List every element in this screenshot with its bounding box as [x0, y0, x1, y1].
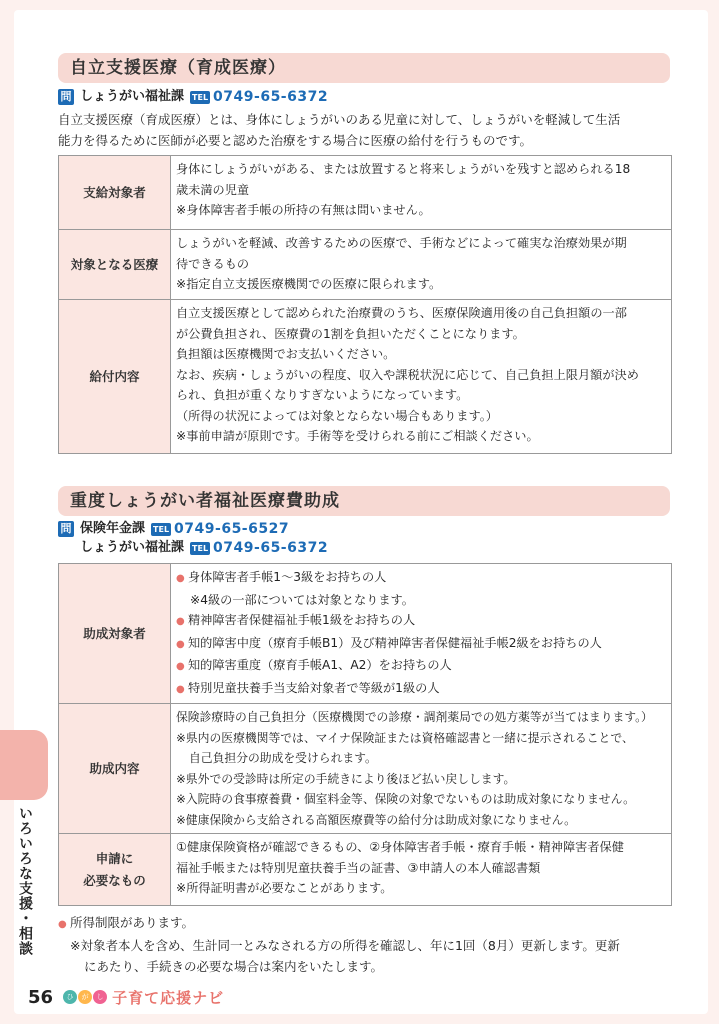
page-number: 56 — [28, 986, 54, 1008]
row-line — [176, 655, 665, 678]
row-body — [171, 300, 672, 454]
row-text: 精神障害者保健福祉手帳1級をお持ちの人 — [188, 613, 416, 627]
row-line: ※所得証明書が必要なことがあります。 — [176, 881, 393, 895]
row-line: ※事前申請が原則です。手術等を受けられる前にご相談ください。 — [176, 429, 539, 443]
row-body — [171, 704, 672, 834]
row-head: 支給対象者 — [59, 156, 171, 230]
contact-dept: しょうがい福祉課 — [80, 89, 185, 104]
row-line: られ、負担が重くなりすぎないようになっています。 — [176, 388, 469, 402]
row-head: 対象となる医療 — [59, 230, 171, 300]
bullet-icon: ● — [176, 661, 185, 672]
note-line — [58, 912, 678, 935]
contact-dept: 保険年金課 — [80, 521, 146, 536]
inquiry-icon: 問 — [58, 89, 74, 105]
tel-icon: TEL — [153, 524, 170, 534]
row-line — [176, 567, 665, 590]
bullet-icon: ● — [58, 919, 67, 930]
row-head-line: 申請に — [95, 850, 134, 866]
row-body — [171, 156, 672, 230]
row-head: 給付内容 — [59, 300, 171, 454]
row-line: 待できるもの — [176, 256, 250, 271]
row-line: ①健康保険資格が確認できるもの、②身体障害者手帳・療育手帳・精神障害者保健 — [176, 840, 624, 854]
bullet-icon: ● — [176, 638, 185, 650]
table-row — [59, 704, 672, 834]
row-body — [171, 564, 672, 704]
logo-dot: し — [93, 990, 107, 1004]
contact-tel[interactable]: 0749-65-6372 — [213, 89, 329, 105]
row-line — [176, 678, 665, 701]
section2-table — [58, 563, 672, 906]
logo-dot: が — [78, 990, 92, 1004]
side-tab-label: いろいろな支援・相談 — [17, 806, 33, 956]
row-line: ※県内の医療機関等では、マイナ保険証または資格確認書と一緒に提示されることで、 — [176, 730, 634, 745]
row-line: ※身体障害者手帳の所持の有無は問いません。 — [176, 203, 431, 217]
row-head: 助成内容 — [59, 704, 171, 834]
logo-dot: ひ — [63, 990, 77, 1004]
note-line: ※対象者本人を含め、生計同一とみなされる方の所得を確認し、年に1回（8月）更新します。更新 — [70, 938, 620, 953]
bullet-icon: ● — [176, 573, 185, 584]
row-line — [176, 590, 665, 611]
row-line: ※健康保険から支給される高額医療費等の給付分は助成対象になりません。 — [176, 812, 576, 827]
side-tab — [0, 730, 48, 800]
row-text: 知的障害中度（療育手帳B1）及び精神障害者保健福祉手帳2級をお持ちの人 — [188, 635, 602, 650]
contact-tel[interactable]: 0749-65-6372 — [213, 540, 329, 556]
row-line: 自立支援医療として認められた治療費のうち、医療保険適用後の自己負担額の一部 — [176, 306, 627, 320]
row-body — [171, 230, 672, 300]
brand-logo-dots — [63, 990, 108, 1004]
inquiry-icon: 問 — [58, 521, 74, 537]
table-row — [59, 156, 672, 230]
row-head-line: 必要なもの — [83, 872, 146, 888]
row-line: ※入院時の食事療養費・個室料金等、保険の対象でないものは助成対象になりません。 — [176, 792, 635, 806]
table-row — [59, 300, 672, 454]
description-line: 能力を得るために医師が必要と認めた治療をする場合に医療の給付を行うものです。 — [58, 133, 533, 148]
section2-notes — [58, 912, 678, 977]
row-line: 負担額は医療機関でお支払いください。 — [176, 347, 396, 361]
table-row — [59, 230, 672, 300]
section1-table — [58, 155, 672, 454]
table-row — [59, 834, 672, 906]
bullet-icon: ● — [176, 683, 185, 695]
row-head: 助成対象者 — [59, 564, 171, 704]
section1-contact — [58, 88, 328, 106]
contact-dept: しょうがい福祉課 — [80, 540, 185, 555]
row-line: が公費負担され、医療費の1割を負担いただくことになります。 — [176, 326, 525, 341]
row-line — [176, 610, 665, 633]
row-text: 身体障害者手帳1～3級をお持ちの人 — [188, 570, 387, 584]
tel-icon: TEL — [192, 92, 209, 102]
tel-icon: TEL — [192, 543, 209, 553]
description-line: 自立支援医療（育成医療）とは、身体にしょうがいのある児童に対して、しょうがいを軽減して生活 — [58, 112, 621, 127]
section1-description — [58, 109, 672, 151]
row-line: ※県外での受診時は所定の手続きにより後ほど払い戻しします。 — [176, 771, 516, 786]
table-row — [59, 564, 672, 704]
note-text: 所得制限があります。 — [70, 915, 195, 930]
row-text: 知的障害重度（療育手帳A1、A2）をお持ちの人 — [188, 658, 452, 672]
row-head — [59, 834, 171, 906]
row-body — [171, 834, 672, 906]
row-line: ※指定自立支援医療機関での医療に限られます。 — [176, 277, 442, 291]
footer — [28, 985, 224, 1009]
note-line: にあたり、手続きの必要な場合は案内をいたします。 — [84, 959, 384, 974]
section1-title: 自立支援医療（育成医療） — [58, 53, 670, 83]
row-line: 福祉手帳または特別児童扶養手当の証書、③申請人の本人確認書類 — [176, 860, 541, 875]
brand-name: 子育て応援ナビ — [112, 988, 225, 1007]
section2-title: 重度しょうがい者福祉医療費助成 — [58, 486, 670, 516]
contact-tel[interactable]: 0749-65-6527 — [174, 521, 290, 537]
row-line: なお、疾病・しょうがいの程度、収入や課税状況に応じて、自己負担上限月額が決め — [176, 367, 639, 382]
row-line: 自己負担分の助成を受けられます。 — [189, 751, 377, 765]
row-text: ※4級の一部については対象となります。 — [190, 592, 414, 607]
row-text: 特別児童扶養手当支給対象者で等級が1級の人 — [188, 680, 440, 695]
row-line: 身体にしょうがいがある、または放置すると将来しょうがいを残すと認められる18 — [176, 162, 631, 176]
bullet-icon: ● — [176, 616, 185, 627]
section2-contact — [80, 539, 328, 557]
section2-contact — [58, 520, 289, 538]
row-line: （所得の状況によっては対象とならない場合もあります。） — [176, 408, 498, 423]
row-line — [176, 633, 665, 656]
row-line: 歳未満の児童 — [176, 182, 250, 197]
row-line: 保険診療時の自己負担分（医療機関での診療・調剤薬局での処方薬等が当てはまります。） — [176, 710, 653, 724]
row-line: しょうがいを軽減、改善するための医療で、手術などによって確実な治療効果が期 — [176, 236, 627, 250]
